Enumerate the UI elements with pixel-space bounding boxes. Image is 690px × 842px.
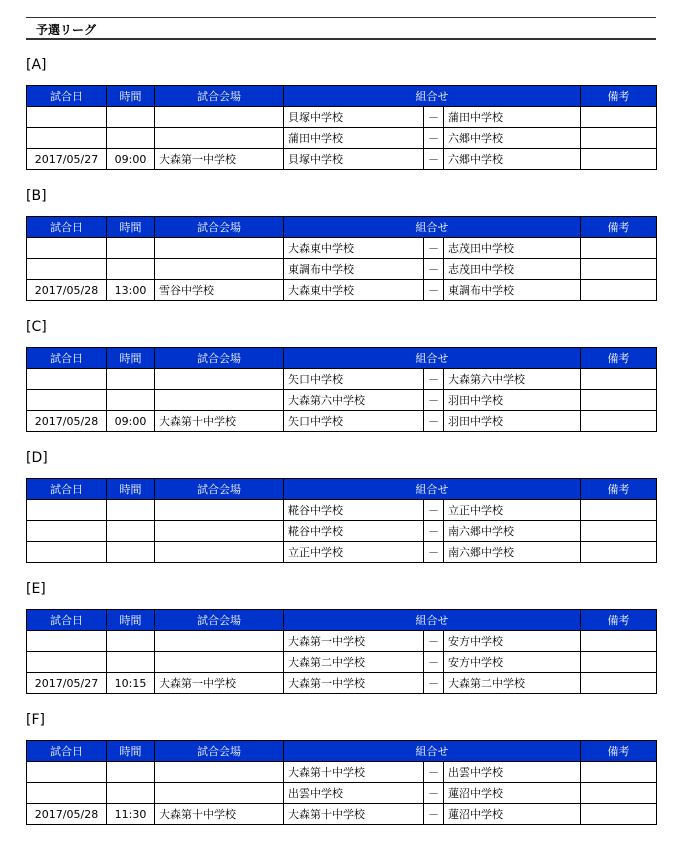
cell-date (27, 542, 107, 563)
header-notes: 備考 (581, 86, 657, 107)
cell-notes (581, 783, 657, 804)
cell-date (27, 783, 107, 804)
cell-separator: － (424, 149, 444, 170)
cell-team2: 六郷中学校 (444, 149, 581, 170)
table-row (27, 500, 657, 521)
header-date: 試合日 (27, 741, 107, 762)
cell-team2: 出雲中学校 (444, 762, 581, 783)
table-row (27, 149, 657, 170)
table-row (27, 411, 657, 432)
header-date: 試合日 (27, 479, 107, 500)
cell-team1: 糀谷中学校 (284, 521, 424, 542)
cell-venue (155, 259, 284, 280)
cell-separator: － (424, 107, 444, 128)
cell-separator: － (424, 128, 444, 149)
table-row (27, 390, 657, 411)
cell-date (27, 521, 107, 542)
cell-notes (581, 804, 657, 825)
table-header-row (27, 479, 657, 500)
cell-date (27, 631, 107, 652)
cell-time (107, 390, 155, 411)
table-row (27, 542, 657, 563)
cell-team1: 矢口中学校 (284, 411, 424, 432)
table-row (27, 762, 657, 783)
header-time: 時間 (107, 610, 155, 631)
cell-separator: － (424, 542, 444, 563)
header-notes: 備考 (581, 741, 657, 762)
cell-team1: 貝塚中学校 (284, 149, 424, 170)
cell-separator: － (424, 390, 444, 411)
cell-notes (581, 500, 657, 521)
header-time: 時間 (107, 741, 155, 762)
cell-team2: 蓮沼中学校 (444, 804, 581, 825)
cell-time (107, 652, 155, 673)
cell-time: 10:15 (107, 673, 155, 694)
cell-time (107, 238, 155, 259)
cell-separator: － (424, 673, 444, 694)
cell-time: 11:30 (107, 804, 155, 825)
cell-date (27, 390, 107, 411)
cell-team2: 大森第六中学校 (444, 369, 581, 390)
cell-team1: 大森第二中学校 (284, 652, 424, 673)
cell-separator: － (424, 762, 444, 783)
cell-separator: － (424, 411, 444, 432)
cell-date (27, 762, 107, 783)
cell-notes (581, 149, 657, 170)
cell-time (107, 521, 155, 542)
header-date: 試合日 (27, 348, 107, 369)
table-row (27, 259, 657, 280)
table-row (27, 128, 657, 149)
cell-notes (581, 390, 657, 411)
group-label: [F] (26, 712, 45, 728)
cell-venue (155, 542, 284, 563)
cell-venue (155, 521, 284, 542)
cell-date (27, 652, 107, 673)
cell-notes (581, 521, 657, 542)
cell-notes (581, 411, 657, 432)
cell-date (27, 259, 107, 280)
header-matchup: 組合せ (284, 86, 581, 107)
header-time: 時間 (107, 86, 155, 107)
cell-team1: 大森第十中学校 (284, 804, 424, 825)
header-venue: 試合会場 (155, 479, 284, 500)
group-label: [A] (26, 57, 47, 73)
cell-team2: 志茂田中学校 (444, 259, 581, 280)
cell-team1: 大森第一中学校 (284, 673, 424, 694)
cell-team1: 大森第六中学校 (284, 390, 424, 411)
header-venue: 試合会場 (155, 741, 284, 762)
schedule-table (26, 740, 657, 825)
cell-team2: 大森第二中学校 (444, 673, 581, 694)
cell-separator: － (424, 631, 444, 652)
cell-time (107, 259, 155, 280)
page-title-bar (26, 17, 656, 40)
table-header-row (27, 217, 657, 238)
cell-team1: 大森東中学校 (284, 280, 424, 301)
cell-team2: 東調布中学校 (444, 280, 581, 301)
schedule-table (26, 609, 657, 694)
header-notes: 備考 (581, 348, 657, 369)
table-header-row (27, 348, 657, 369)
header-venue: 試合会場 (155, 217, 284, 238)
cell-separator: － (424, 652, 444, 673)
cell-date (27, 500, 107, 521)
cell-team2: 羽田中学校 (444, 411, 581, 432)
cell-time (107, 631, 155, 652)
cell-date: 2017/05/28 (27, 280, 107, 301)
cell-team2: 立正中学校 (444, 500, 581, 521)
header-matchup: 組合せ (284, 217, 581, 238)
cell-team2: 安方中学校 (444, 652, 581, 673)
cell-venue: 大森第十中学校 (155, 411, 284, 432)
cell-team1: 大森第一中学校 (284, 631, 424, 652)
schedule-table (26, 347, 657, 432)
cell-venue (155, 631, 284, 652)
cell-notes (581, 631, 657, 652)
cell-team2: 南六郷中学校 (444, 521, 581, 542)
cell-notes (581, 542, 657, 563)
cell-venue (155, 652, 284, 673)
cell-team1: 立正中学校 (284, 542, 424, 563)
table-row (27, 280, 657, 301)
cell-date (27, 107, 107, 128)
cell-separator: － (424, 804, 444, 825)
header-date: 試合日 (27, 610, 107, 631)
table-row (27, 369, 657, 390)
cell-venue (155, 128, 284, 149)
page-title: 予選リーグ (36, 23, 97, 37)
cell-team1: 糀谷中学校 (284, 500, 424, 521)
cell-notes (581, 673, 657, 694)
cell-time: 13:00 (107, 280, 155, 301)
table-row (27, 238, 657, 259)
group-label: [D] (26, 450, 48, 466)
table-row (27, 804, 657, 825)
header-time: 時間 (107, 348, 155, 369)
cell-team1: 東調布中学校 (284, 259, 424, 280)
cell-venue (155, 238, 284, 259)
header-venue: 試合会場 (155, 86, 284, 107)
cell-team1: 矢口中学校 (284, 369, 424, 390)
cell-date: 2017/05/27 (27, 149, 107, 170)
cell-time (107, 128, 155, 149)
cell-time (107, 783, 155, 804)
cell-separator: － (424, 500, 444, 521)
cell-notes (581, 369, 657, 390)
table-row (27, 631, 657, 652)
cell-separator: － (424, 369, 444, 390)
cell-team2: 六郷中学校 (444, 128, 581, 149)
table-row (27, 652, 657, 673)
cell-time (107, 762, 155, 783)
table-row (27, 107, 657, 128)
cell-venue (155, 783, 284, 804)
cell-venue (155, 107, 284, 128)
cell-date: 2017/05/28 (27, 804, 107, 825)
cell-venue (155, 390, 284, 411)
table-row (27, 521, 657, 542)
table-header-row (27, 610, 657, 631)
cell-separator: － (424, 259, 444, 280)
header-date: 試合日 (27, 217, 107, 238)
cell-time (107, 542, 155, 563)
cell-notes (581, 128, 657, 149)
cell-notes (581, 762, 657, 783)
cell-time: 09:00 (107, 411, 155, 432)
header-notes: 備考 (581, 217, 657, 238)
header-time: 時間 (107, 479, 155, 500)
cell-time (107, 369, 155, 390)
cell-time: 09:00 (107, 149, 155, 170)
cell-team2: 蒲田中学校 (444, 107, 581, 128)
schedule-table (26, 85, 657, 170)
header-matchup: 組合せ (284, 741, 581, 762)
cell-team2: 蓮沼中学校 (444, 783, 581, 804)
schedule-table (26, 216, 657, 301)
header-matchup: 組合せ (284, 479, 581, 500)
table-header-row (27, 86, 657, 107)
cell-notes (581, 107, 657, 128)
cell-date (27, 238, 107, 259)
header-matchup: 組合せ (284, 610, 581, 631)
schedule-table (26, 478, 657, 563)
cell-time (107, 107, 155, 128)
header-venue: 試合会場 (155, 610, 284, 631)
cell-date (27, 369, 107, 390)
cell-notes (581, 280, 657, 301)
cell-venue (155, 500, 284, 521)
cell-separator: － (424, 521, 444, 542)
cell-notes (581, 652, 657, 673)
cell-venue: 大森第十中学校 (155, 804, 284, 825)
cell-team1: 大森東中学校 (284, 238, 424, 259)
table-row (27, 783, 657, 804)
cell-separator: － (424, 238, 444, 259)
cell-venue (155, 762, 284, 783)
cell-venue: 大森第一中学校 (155, 673, 284, 694)
cell-team1: 出雲中学校 (284, 783, 424, 804)
cell-team2: 安方中学校 (444, 631, 581, 652)
cell-notes (581, 238, 657, 259)
header-notes: 備考 (581, 479, 657, 500)
group-label: [B] (26, 188, 47, 204)
cell-venue: 雪谷中学校 (155, 280, 284, 301)
header-matchup: 組合せ (284, 348, 581, 369)
cell-team1: 貝塚中学校 (284, 107, 424, 128)
header-date: 試合日 (27, 86, 107, 107)
cell-team2: 南六郷中学校 (444, 542, 581, 563)
cell-date: 2017/05/28 (27, 411, 107, 432)
cell-notes (581, 259, 657, 280)
header-notes: 備考 (581, 610, 657, 631)
cell-separator: － (424, 280, 444, 301)
cell-time (107, 500, 155, 521)
cell-team2: 志茂田中学校 (444, 238, 581, 259)
cell-venue: 大森第一中学校 (155, 149, 284, 170)
header-venue: 試合会場 (155, 348, 284, 369)
group-label: [C] (26, 319, 47, 335)
cell-date (27, 128, 107, 149)
cell-date: 2017/05/27 (27, 673, 107, 694)
cell-team1: 大森第十中学校 (284, 762, 424, 783)
header-time: 時間 (107, 217, 155, 238)
cell-separator: － (424, 783, 444, 804)
table-row (27, 673, 657, 694)
table-header-row (27, 741, 657, 762)
cell-venue (155, 369, 284, 390)
cell-team1: 蒲田中学校 (284, 128, 424, 149)
cell-team2: 羽田中学校 (444, 390, 581, 411)
group-label: [E] (26, 581, 46, 597)
